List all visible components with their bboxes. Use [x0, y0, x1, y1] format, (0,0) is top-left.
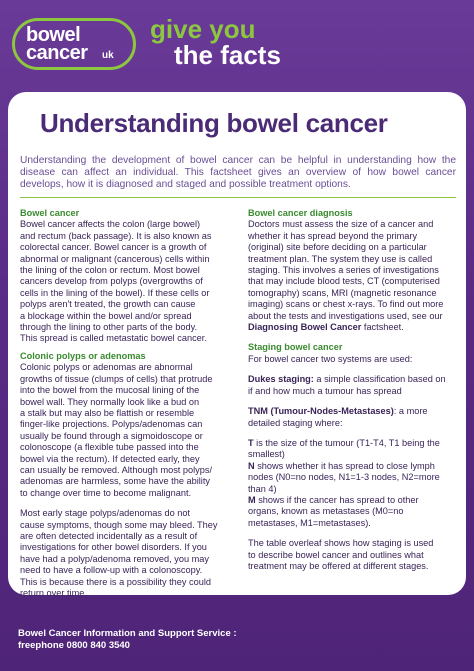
- paragraph-bowel-cancer: Bowel cancer affects the colon (large bowel) and rectum (back passage). It is also known as colorectal cancer. Bowel cancer is a growth of abnormal or malignant (cancerous) cells within the lining of the colon or rectum. Most bowel cancers develop from polyps (overgrowths of cells in the lining of the bowel). If these cells or polyps aren't treated, the growth can cause a blockage within the bowel and/or spread through the lining to other parts of the body. This spread is called metastatic bowel cancer.: [20, 219, 212, 344]
- diagnosis-text-end: factsheet.: [361, 322, 404, 333]
- footer-contact: [18, 628, 318, 652]
- heading-bowel-cancer: Bowel cancer: [20, 208, 80, 218]
- logo-word-cancer: cancer: [26, 42, 88, 64]
- intro-paragraph: Understanding the development of bowel cancer can be helpful in understanding how the disease can affect an individual. This factsheet gives an overview of how bowel cancer develops, how it is diagnosed and staged and possible treatment options.: [20, 155, 456, 190]
- right-column: [248, 208, 458, 572]
- t-text: is the size of the tumour (T1-T4, T1 being the smallest): [248, 437, 440, 460]
- tagline-line1: give you: [150, 14, 256, 44]
- tagline-line2: the facts: [174, 40, 281, 70]
- paragraph-early-stage-polyps: Most early stage polyps/adenomas do not cause symptoms, though some may bleed. They are often detected incidentally as a result of investigations for other bowel disorders. If you have had a polyp/adenoma removed, you may need to have a follow-up with a colonoscopy. This is because there is a possibility they could return over time.: [20, 508, 218, 598]
- paragraph-table-overleaf: The table overleaf shows how staging is used to describe bowel cancer and outlines what treatment may be offered at different stages.: [248, 538, 434, 571]
- m-text: shows if the cancer has spread to other organs, known as metastases (M0=no metastases, M1=metastases).: [248, 494, 419, 528]
- dukes-text: a simple classification based on if and how much a tumour has spread: [248, 374, 446, 396]
- paragraph-diagnosis: [248, 219, 458, 333]
- factsheet-link[interactable]: Diagnosing Bowel Cancer: [248, 322, 362, 333]
- heading-staging: Staging bowel cancer: [248, 342, 343, 353]
- heading-colonic-polyps: Colonic polyps or adenomas: [20, 350, 146, 361]
- dukes-label: Dukes staging:: [248, 374, 314, 385]
- paragraph-tnm: [248, 406, 458, 429]
- t-label: T: [248, 437, 254, 448]
- n-label: N: [248, 460, 255, 471]
- page-title: Understanding bowel cancer: [40, 108, 388, 138]
- tnm-text: : a more detailed staging where:: [248, 406, 428, 428]
- heading-diagnosis: Bowel cancer diagnosis: [248, 208, 353, 218]
- tnm-label: TNM (Tumour-Nodes-Metastases): [248, 406, 394, 417]
- logo-word-bowel: bowel: [26, 24, 81, 46]
- paragraph-dukes: [248, 374, 458, 397]
- footer-service-name: Bowel Cancer Information and Support Service :: [18, 628, 237, 639]
- diagnosis-text: Doctors must assess the size of a cancer and whether it has spread beyond the primary (original) site before deciding on a particular treatment plan. The system they use is called staging. This involves a series of investigations that may include blood tests, CT (computerised tomography) scans, MRI (magnetic resonance imaging) scans or chest x-rays. To find out more about the tests and investigations used, see our: [248, 219, 444, 321]
- paragraph-t: [248, 438, 458, 461]
- footer-phone[interactable]: freephone 0800 840 3540: [18, 640, 130, 651]
- left-column: [20, 208, 230, 599]
- paragraph-staging-intro: For bowel cancer two systems are used:: [248, 353, 413, 364]
- section-divider: [20, 197, 456, 198]
- tagline: [150, 16, 281, 68]
- paragraph-n: [248, 461, 458, 495]
- paragraph-colonic-polyps: Colonic polyps or adenomas are abnormal growths of tissue (clumps of cells) that protrude into the bowel from the mucosal lining of the bowel wall. They normally look like a bud on a stalk but may also be flattish or resemble finger-like projections. Polyps/adenomas can usually be found through a sigmoidoscope or colonoscope (a flexible tube passed into the bowel via the rectum). If detected early, they can usually be removed. Although most polyps/ adenomas are harmless, some have the ability to change over time to become malignant.: [20, 362, 213, 498]
- bowel-cancer-uk-logo[interactable]: [12, 18, 136, 70]
- paragraph-m: [248, 495, 458, 529]
- m-label: M: [248, 494, 256, 505]
- logo-word-uk: uk: [102, 50, 114, 61]
- n-text: shows whether it has spread to close lymph nodes (N0=no nodes, N1=1-3 nodes, N2=more than 4): [248, 460, 440, 494]
